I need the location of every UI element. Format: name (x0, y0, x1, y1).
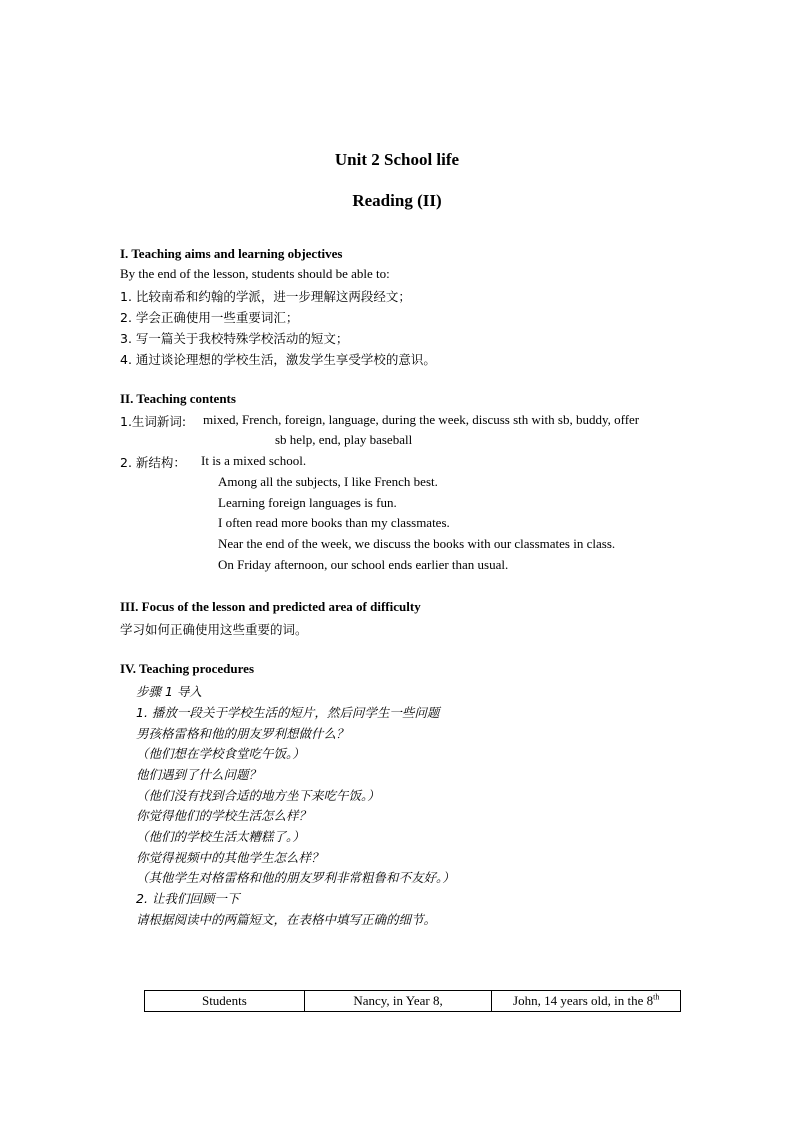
vocab-line: mixed, French, foreign, language, during the week, discuss sth with sb, buddy, offer (203, 412, 640, 427)
students-table (144, 990, 681, 1012)
aims-item: 4. 通过谈论理想的学校生活，激发学生享受学校的意识。 (120, 352, 436, 367)
procedure-line: （其他学生对格雷格和他的朋友罗利非常粗鲁和不友好。） (136, 870, 455, 885)
table-cell-text: John, 14 years old, in the 8 (513, 993, 654, 1008)
structure-item: Learning foreign languages is fun. (218, 495, 397, 510)
vocab-line: sb help, end, play baseball (275, 432, 413, 447)
aims-intro: By the end of the lesson, students should be able to: (120, 266, 390, 281)
procedure-line: 你觉得视频中的其他学生怎么样？ (136, 850, 324, 865)
procedure-line: 1. 播放一段关于学校生活的短片，然后问学生一些问题 (136, 705, 440, 720)
section-heading-focus: III. Focus of the lesson and predicted area of difficulty (120, 599, 421, 614)
aims-item: 2. 学会正确使用一些重要词汇； (120, 310, 299, 325)
table-cell: Students (145, 991, 305, 1012)
procedure-line: （他们没有找到合适的地方坐下来吃午饭。） (136, 788, 380, 803)
structure-item: Near the end of the week, we discuss the books with our classmates in class. (218, 536, 616, 551)
section-heading-procedures: IV. Teaching procedures (120, 661, 255, 676)
table-cell (492, 991, 681, 1012)
vocab-label: 1.生词新词: (120, 414, 187, 429)
table-row (145, 991, 681, 1012)
procedure-line: 他们遇到了什么问题？ (136, 767, 262, 782)
procedure-line: 2. 让我们回顾一下 (136, 891, 240, 906)
structure-label: 2. 新结构： (120, 455, 186, 470)
structure-item: On Friday afternoon, our school ends earlier than usual. (218, 557, 509, 572)
page-subtitle: Reading (II) (352, 191, 442, 210)
table-cell: Nancy, in Year 8, (304, 991, 492, 1012)
structure-item: I often read more books than my classmates. (218, 515, 450, 530)
procedure-line: 男孩格雷格和他的朋友罗利想做什么？ (136, 726, 349, 741)
ordinal-suffix: th (653, 992, 660, 1002)
procedure-step: 步骤 1 导入 (136, 684, 202, 699)
aims-item: 1. 比较南希和约翰的学派，进一步理解这两段经文； (120, 289, 411, 304)
section-heading-aims: I. Teaching aims and learning objectives (120, 246, 343, 261)
section-heading-contents: II. Teaching contents (120, 391, 236, 406)
structure-item: Among all the subjects, I like French best. (218, 474, 438, 489)
procedure-line: 请根据阅读中的两篇短文，在表格中填写正确的细节。 (136, 912, 437, 927)
structure-item: It is a mixed school. (201, 453, 307, 468)
aims-item: 3. 写一篇关于我校特殊学校活动的短文； (120, 331, 349, 346)
page-title: Unit 2 School life (334, 150, 460, 169)
procedure-line: （他们想在学校食堂吃午饭。） (136, 746, 305, 761)
procedure-line: 你觉得他们的学校生活怎么样？ (136, 808, 312, 823)
procedure-line: （他们的学校生活太糟糕了。） (136, 829, 305, 844)
focus-text: 学习如何正确使用这些重要的词。 (120, 622, 308, 637)
